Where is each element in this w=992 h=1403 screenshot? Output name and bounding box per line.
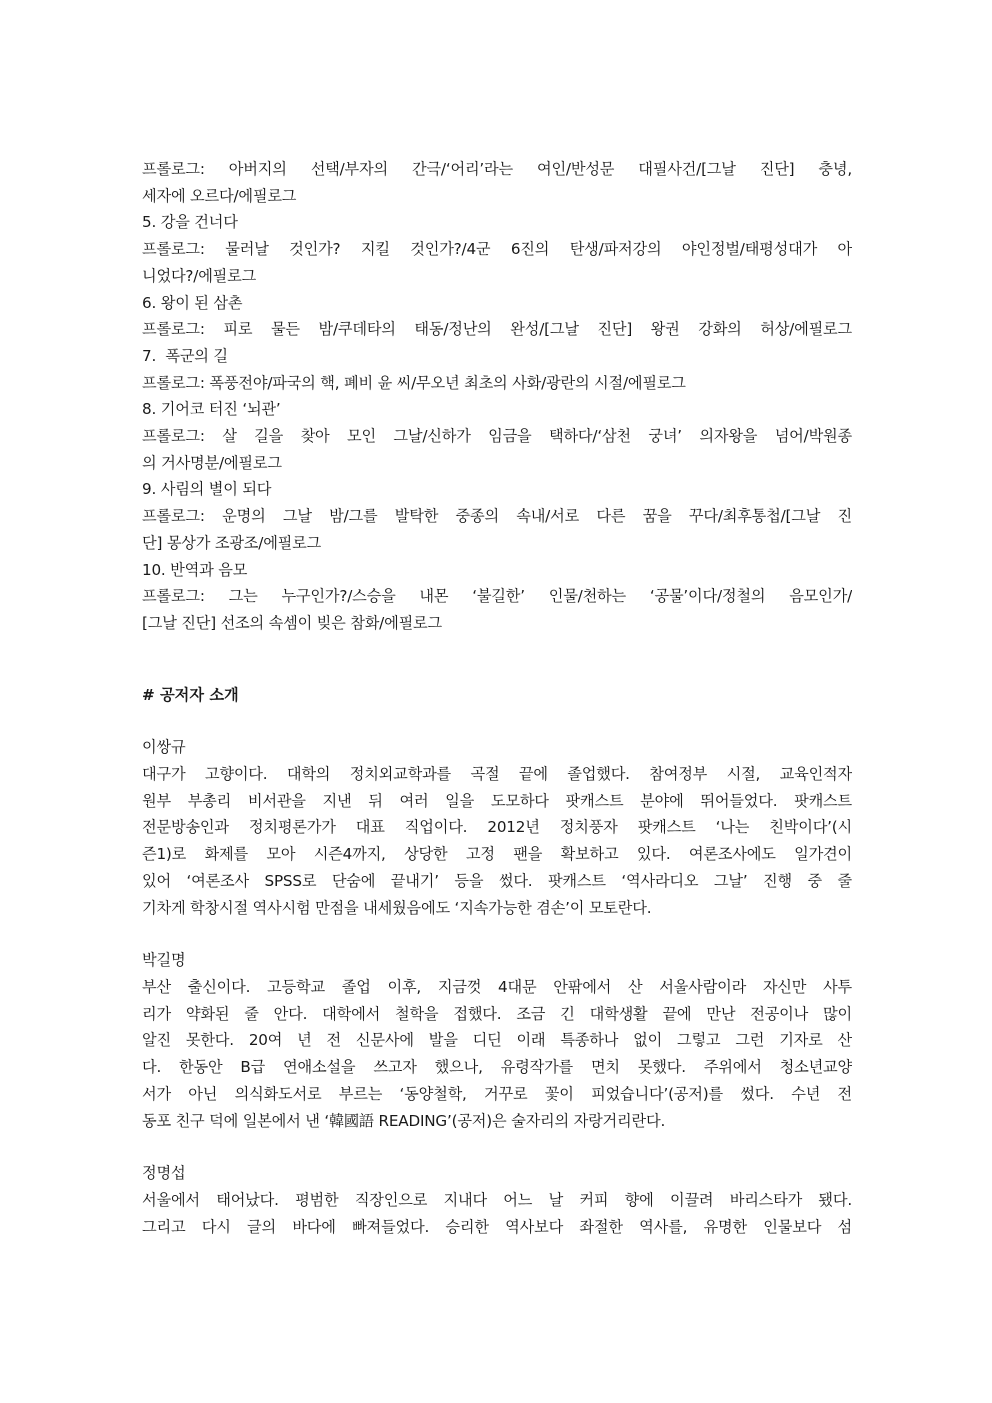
author-name: 정명섭 bbox=[142, 1164, 186, 1183]
toc-entry: 의 거사명분/에필로그 bbox=[142, 453, 282, 472]
author-bio-line: 원부 부총리 비서관을 지낸 뒤 여러 일을 도모하다 팟캐스트 분야에 뛰어들었다. 팟캐스트 bbox=[142, 791, 852, 810]
author-block bbox=[142, 947, 852, 1134]
spacer bbox=[142, 921, 852, 947]
author-bio-line: 리가 약화된 줄 안다. 대학에서 철학을 접했다. 조금 긴 대학생활 끝에 만난 전공이나 많이 bbox=[142, 1004, 852, 1023]
toc-entry: [그날 진단] 선조의 속셈이 빚은 참화/에필로그 bbox=[142, 613, 442, 632]
spacer bbox=[142, 708, 852, 734]
spacer bbox=[142, 1134, 852, 1160]
author-bio-line: 알진 못한다. 20여 년 전 신문사에 발을 디딘 이래 특종하나 없이 그렇고 그런 기자로 산 bbox=[142, 1031, 852, 1050]
author-bio-line: 기차게 학창시절 역사시험 만점을 내세웠음에도 ‘지속가능한 겸손’이 모토란다. bbox=[142, 898, 652, 917]
author-name: 박길명 bbox=[142, 951, 186, 970]
author-bio-line: 서울에서 태어났다. 평범한 직장인으로 지내다 어느 날 커피 향에 이끌려 바리스타가 됐다. bbox=[142, 1190, 852, 1209]
toc-entry: 단] 몽상가 조광조/에필로그 bbox=[142, 533, 322, 552]
author-name: 이쌍규 bbox=[142, 738, 186, 757]
chapter-title: 7. 폭군의 길 bbox=[142, 346, 228, 365]
toc-entry: 프롤로그: 그는 누구인가?/스승을 내몬 ‘불길한’ 인물/천하는 ‘공물’이다/정철의 음모인가/ bbox=[142, 587, 852, 606]
author-bio-line: 부산 출신이다. 고등학교 졸업 이후, 지금껏 4대문 안팎에서 산 서울사람이라 자신만 사투 bbox=[142, 977, 852, 996]
section-heading: # 공저자 소개 bbox=[142, 685, 239, 704]
author-bio-line: 다. 한동안 B급 연애소설을 쓰고자 했으나, 유령작가를 면치 못했다. 주위에서 청소년교양 bbox=[142, 1058, 852, 1077]
chapter-title: 8. 기어코 터진 ‘뇌관’ bbox=[142, 400, 281, 419]
chapter-title: 5. 강을 건너다 bbox=[142, 213, 238, 232]
chapter-title: 10. 반역과 음모 bbox=[142, 560, 248, 579]
author-block bbox=[142, 734, 852, 921]
author-block bbox=[142, 1160, 852, 1240]
toc-entry: 프롤로그: 살 길을 찾아 모인 그날/신하가 임금을 택하다/‘삼천 궁녀’ 의자왕을 넘어/박원종 bbox=[142, 427, 852, 446]
chapter-title: 6. 왕이 된 삼촌 bbox=[142, 293, 243, 312]
author-bio-line: 그리고 다시 글의 바다에 빠져들었다. 승리한 역사보다 좌절한 역사를, 유명한 인물보다 섬 bbox=[142, 1217, 852, 1236]
toc-entry: 프롤로그: 물러날 것인가? 지킬 것인가?/4군 6진의 탄생/파저강의 야인정벌/태평성대가 아 bbox=[142, 240, 852, 259]
author-bio-line: 있어 ‘여론조사 SPSS로 단숨에 끝내기’ 등을 썼다. 팟캐스트 ‘역사라디오 그날’ 진행 중 줄 bbox=[142, 871, 852, 890]
table-of-contents bbox=[142, 156, 852, 637]
toc-entry: 프롤로그: 아버지의 선택/부자의 간극/‘어리’라는 여인/반성문 대필사건/[그날 진단] 충녕, bbox=[142, 160, 852, 178]
author-bio-line: 동포 친구 덕에 일본에서 낸 ‘韓國語 READING’(공저)은 술자리의 자랑거리란다. bbox=[142, 1111, 666, 1130]
author-bio-line: 대구가 고향이다. 대학의 정치외교학과를 곡절 끝에 졸업했다. 참여정부 시절, 교육인적자 bbox=[142, 765, 852, 784]
chapter-title: 9. 사림의 별이 되다 bbox=[142, 480, 272, 499]
toc-entry: 세자에 오르다/에필로그 bbox=[142, 186, 297, 205]
toc-entry: 프롤로그: 폭풍전야/파국의 핵, 폐비 윤 씨/무오년 최초의 사화/광란의 시절/에필로그 bbox=[142, 373, 686, 392]
spacer bbox=[142, 637, 852, 682]
toc-entry: 니었다?/에필로그 bbox=[142, 266, 257, 285]
toc-entry: 프롤로그: 피로 물든 밤/쿠데타의 태동/정난의 완성/[그날 진단] 왕권 강화의 허상/에필로그 bbox=[142, 320, 852, 339]
author-bio-line: 즌1)로 화제를 모아 시즌4까지, 상당한 고정 팬을 확보하고 있다. 여론조사에도 일가견이 bbox=[142, 845, 852, 864]
document-page bbox=[142, 156, 852, 1240]
author-bio-line: 전문방송인과 정치평론가가 대표 직업이다. 2012년 정치풍자 팟캐스트 ‘나는 친박이다’(시 bbox=[142, 818, 852, 837]
toc-entry: 프롤로그: 운명의 그날 밤/그를 발탁한 중종의 속내/서로 다른 꿈을 꾸다/최후통첩/[그날 진 bbox=[142, 507, 852, 526]
author-bio-line: 서가 아닌 의식화도서로 부르는 ‘동양철학, 거꾸로 꽃이 피었습니다’(공저)를 썼다. 수년 전 bbox=[142, 1084, 852, 1103]
